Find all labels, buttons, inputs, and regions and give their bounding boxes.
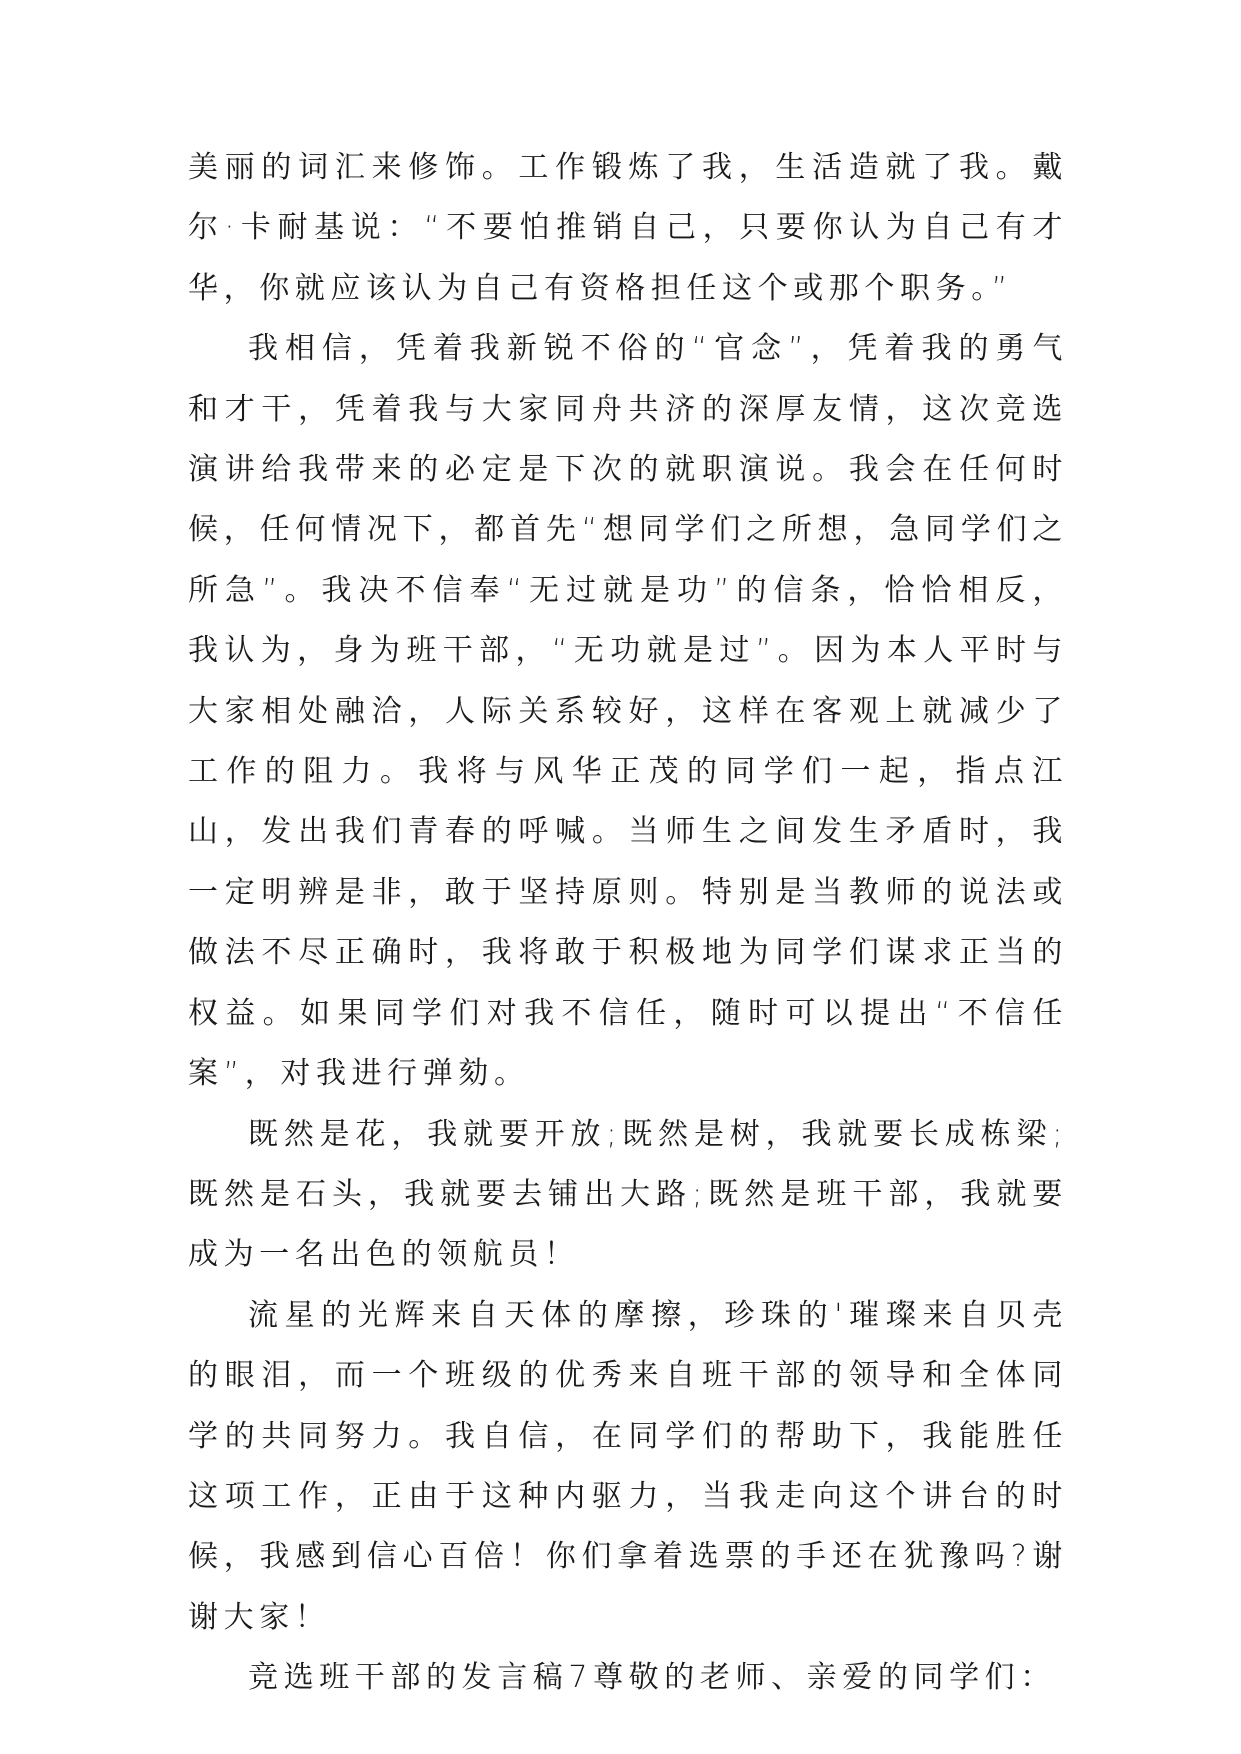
paragraph-2: 我相信，凭着我新锐不俗的“官念”，凭着我的勇气和才干，凭着我与大家同舟共济的深厚友情，这次竞选演讲给我带来的必定是下次的就职演说。我会在任何时候，任何情况下，都首先“想同学们之所想，急同学们之所急”。我决不信奉“无过就是功”的信条，恰恰相反，我认为，身为班干部，“无功就是过”。因为本人平时与大家相处融洽，人际关系较好，这样在客观上就减少了工作的阻力。我将与风华正茂的同学们一起，指点江山，发出我们青春的呼喊。当师生之间发生矛盾时，我一定明辨是非，敢于坚持原则。特别是当教师的说法或做法不尽正确时，我将敢于积极地为同学们谋求正当的权益。如果同学们对我不信任，随时可以提出“不信任案”，对我进行弹劾。: [188, 331, 1068, 1092]
paragraph-4: 流星的光辉来自天体的摩擦，珍珠的'璀璨来自贝壳的眼泪，而一个班级的优秀来自班干部的领导和全体同学的共同努力。我自信，在同学们的帮助下，我能胜任这项工作，正由于这种内驱力，当我走向这个讲台的时候，我感到信心百倍！你们拿着选票的手还在犹豫吗?谢谢大家！: [188, 1297, 1068, 1635]
paragraph-3: 既然是花，我就要开放;既然是树，我就要长成栋梁;既然是石头，我就要去铺出大路;既然是班干部，我就要成为一名出色的领航员！: [188, 1116, 1068, 1273]
paragraph-5: 竞选班干部的发言稿7尊敬的老师、亲爱的同学们：: [248, 1660, 1056, 1696]
document-page: [188, 138, 1068, 1709]
paragraph-1: 美丽的词汇来修饰。工作锻炼了我，生活造就了我。戴尔·卡耐基说：“不要怕推销自己，只要你认为自己有才华，你就应该认为自己有资格担任这个或那个职务。”: [188, 150, 1068, 306]
